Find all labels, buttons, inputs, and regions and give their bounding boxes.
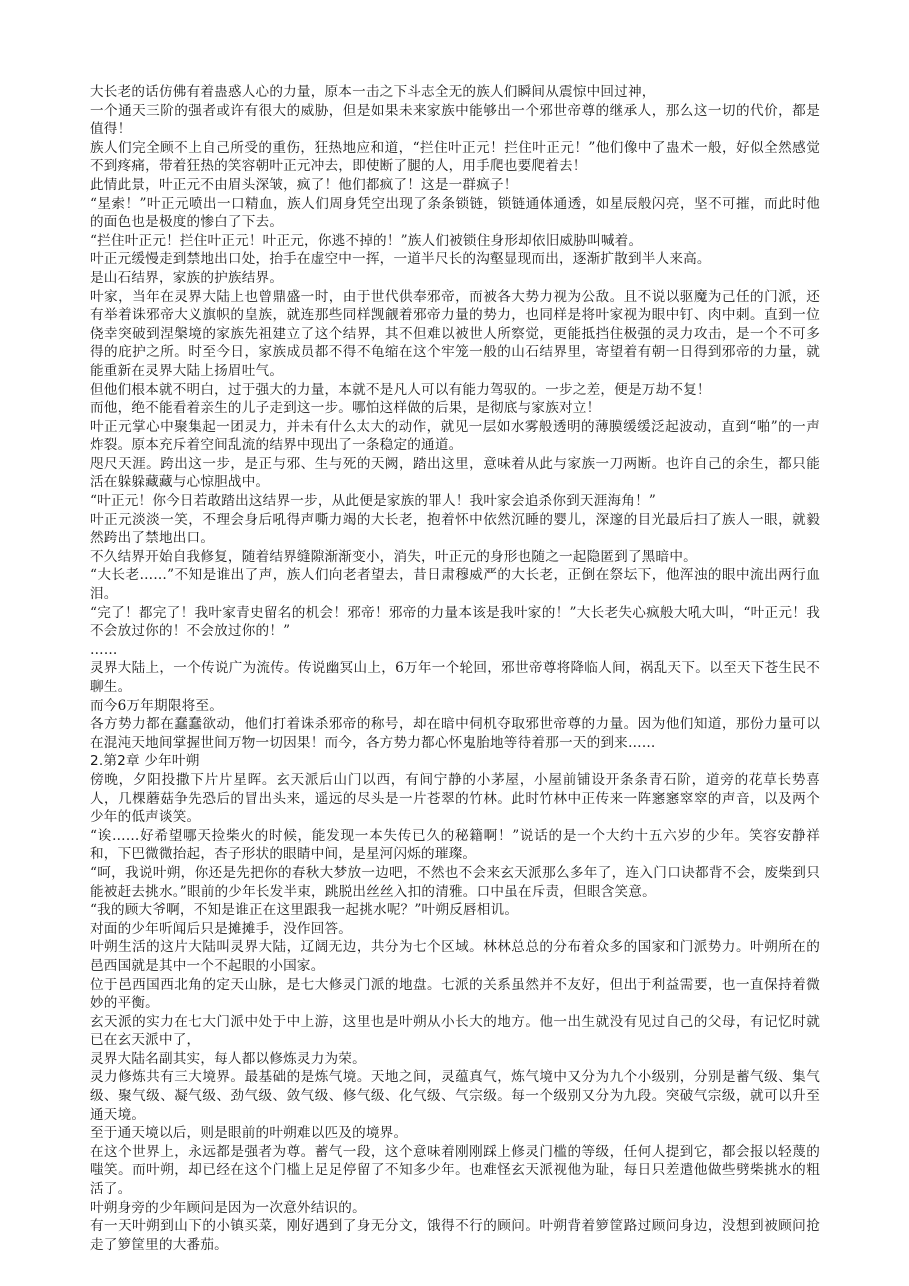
paragraph: 对面的少年听闻后只是摊摊手，没作回答。 bbox=[90, 920, 353, 937]
paragraph: 傍晚，夕阳投撒下片片星晖。玄天派后山门以西，有间宁静的小茅屋，小屋前铺设开条条青石阶，道旁的花草长势喜人，几棵蘑菇争先恐后的冒出头来，遥远的尽头是一片苍翠的竹林。此时竹林中正传来一阵窸窸窣窣的声音，以及两个少年的低声谈笑。 bbox=[90, 771, 820, 826]
paragraph: 而他，绝不能看着亲生的儿子走到这一步。哪怕这样做的后果，是彻底与家族对立！ bbox=[90, 400, 601, 417]
paragraph: 玄天派的实力在七大门派中处于中上游，这里也是叶朔从小长大的地方。他一出生就没有见过自己的父母，有记忆时就已在玄天派中了， bbox=[90, 1013, 820, 1049]
paragraph: “呵，我说叶朔，你还是先把你的春秋大梦放一边吧，不然也不会来玄天派那么多年了，连入门口诀都背不会，废柴到只能被赶去挑水。”眼前的少年长发半束，跳脱出丝丝入扣的清雅。口中虽在斥责，但眼含笑意。 bbox=[90, 864, 820, 900]
paragraph: 此情此景，叶正元不由眉头深皱，疯了！他们都疯了！这是一群疯子！ bbox=[90, 176, 518, 193]
paragraph: “我的顾大爷啊，不知是谁正在这里跟我一起挑水呢？”叶朔反唇相讥。 bbox=[90, 902, 519, 919]
paragraph: 而今6万年期限将至。 bbox=[90, 697, 223, 714]
paragraph: 至于通天境以后，则是眼前的叶朔难以匹及的境界。 bbox=[90, 1125, 408, 1142]
paragraph: 位于邑西国西北角的定天山脉，是七大修灵门派的地盘。七派的关系虽然并不友好，但出于利益需要，也一直保持着微妙的平衡。 bbox=[90, 976, 820, 1012]
document-body bbox=[90, 83, 820, 1254]
paragraph: “星索！”叶正元喷出一口精血，族人们周身凭空出现了条条锁链，锁链通体通透，如星辰般闪亮，坚不可摧，而此时他的面色也是极度的惨白了下去。 bbox=[90, 195, 820, 231]
paragraph: “拦住叶正元！拦住叶正元！叶正元，你逃不掉的！”族人们被锁住身形却依旧威胁叫喊着。 bbox=[90, 232, 643, 249]
paragraph: …… bbox=[90, 641, 118, 658]
paragraph: 叶正元淡淡一笑，不理会身后吼得声嘶力竭的大长老，抱着怀中依然沉睡的婴儿，深邃的目光最后扫了族人一眼，就毅然跨出了禁地出口。 bbox=[90, 511, 820, 547]
paragraph: 灵力修炼共有三大境界。最基础的是炼气境。天地之间，灵蕴真气，炼气境中又分为九个小级别，分别是蓄气级、集气级、聚气级、凝气级、劲气级、敛气级、修气级、化气级、气宗级。每一个级别又分为九段。突破气宗级，就可以升至通天境。 bbox=[90, 1069, 820, 1123]
paragraph: 叶朔身旁的少年顾问是因为一次意外结识的。 bbox=[90, 1199, 366, 1216]
paragraph: “大长老……”不知是谁出了声，族人们向老者望去，昔日肃穆威严的大长老，正倒在祭坛下，他浑浊的眼中流出两行血泪。 bbox=[90, 567, 820, 603]
paragraph: 有一天叶朔到山下的小镇买菜，刚好遇到了身无分文，饿得不行的顾问。叶朔背着箩筐路过顾问身边，没想到被顾问抢走了箩筐里的大番茄。 bbox=[90, 1218, 820, 1253]
paragraph: 灵界大陆上，一个传说广为流传。传说幽冥山上，6万年一个轮回，邪世帝尊将降临人间，祸乱天下。以至天下苍生民不聊生。 bbox=[90, 660, 820, 695]
paragraph: 是山石结界，家族的护族结界。 bbox=[90, 269, 284, 286]
paragraph: 叶家，当年在灵界大陆上也曾鼎盛一时，由于世代供奉邪帝，而被各大势力视为公敌。且不说以驱魔为己任的门派，还有举着诛邪帝大义旗帜的皇族，就连那些同样觊觎着邪帝力量的势力，也同样是将叶家视为眼中钉、肉中刺。直到一位侥幸突破到涅槃境的家族先祖建立了这个结界，其不但难以被世人所察觉，更能抵挡住极强的灵力攻击，是一个不可多得的庇护之所。时至今日，家族成员都不得不龟缩在这个牢笼一般的山石结界里，寄望着有朝一日得到邪帝的力量，就能重新在灵界大陆上扬眉吐气。 bbox=[90, 288, 820, 379]
paragraph: 叶正元掌心中聚集起一团灵力，并未有什么太大的动作，就见一层如水雾般透明的薄膜缓缓泛起波动，直到“啪”的一声炸裂。原本充斥着空间乱流的结界中现出了一条稳定的通道。 bbox=[90, 418, 820, 454]
paragraph: 各方势力都在蠢蠢欲动，他们打着诛杀邪帝的称号，却在暗中伺机夺取邪世帝尊的力量。因为他们知道，那份力量可以在混沌天地间掌握世间万物一切因果！而今，各方势力都心怀鬼胎地等待着那一天的到来…… bbox=[90, 716, 820, 751]
paragraph: 一个通天三阶的强者或许有很大的威胁，但是如果未来家族中能够出一个邪世帝尊的继承人，那么这一切的代价，都是值得！ bbox=[90, 102, 820, 138]
paragraph: 但他们根本就不明白，过于强大的力量，本就不是凡人可以有能力驾驭的。一步之差，便是万劫不复！ bbox=[90, 381, 711, 398]
paragraph: 不久结界开始自我修复，随着结界缝隙渐渐变小，消失，叶正元的身形也随之一起隐匿到了黑暗中。 bbox=[90, 548, 697, 565]
paragraph: 叶朔生活的这片大陆叫灵界大陆，辽阔无边，共分为七个区域。林林总总的分布着众多的国家和门派势力。叶朔所在的邑西国就是其中一个不起眼的小国家。 bbox=[90, 939, 820, 974]
paragraph: “完了！都完了！我叶家青史留名的机会！邪帝！邪帝的力量本该是我叶家的！”大长老失心疯般大吼大叫，“叶正元！我不会放过你的！不会放过你的！” bbox=[90, 604, 820, 640]
paragraph: 族人们完全顾不上自己所受的重伤，狂热地应和道，“拦住叶正元！拦住叶正元！”他们像中了蛊术一般，好似全然感觉不到疼痛，带着狂热的笑容朝叶正元冲去，即使断了腿的人，用手爬也要爬着去！ bbox=[90, 139, 820, 175]
chapter-heading: 2.第2章 少年叶朔 bbox=[90, 753, 200, 770]
paragraph: 叶正元缓慢走到禁地出口处，抬手在虚空中一挥，一道半尺长的沟壑显现而出，逐渐扩散到半人来高。 bbox=[90, 251, 711, 268]
paragraph: 大长老的话仿佛有着蛊惑人心的力量，原本一击之下斗志全无的族人们瞬间从震惊中回过神， bbox=[90, 84, 656, 100]
paragraph: “叶正元！你今日若敢踏出这结界一步，从此便是家族的罪人！我叶家会追杀你到天涯海角！” bbox=[90, 493, 657, 510]
paragraph: 灵界大陆名副其实，每人都以修炼灵力为荣。 bbox=[90, 1050, 366, 1067]
paragraph: “诶……好希望哪天捡柴火的时候，能发现一本失传已久的秘籍啊！”说话的是一个大约十五六岁的少年。笑容安静祥和，下巴微微抬起，杏子形状的眼睛中间，是星河闪烁的璀璨。 bbox=[90, 827, 820, 863]
paragraph: 咫尺天涯。跨出这一步，是正与邪、生与死的天阙，踏出这里，意味着从此与家族一刀两断。也许自己的余生，都只能活在躲躲藏藏与心惊胆战中。 bbox=[90, 455, 820, 491]
paragraph: 在这个世界上，永远都是强者为尊。蓄气一段，这个意味着刚刚踩上修灵门槛的等级，任何人提到它，都会报以轻蔑的嗤笑。而叶朔，却已经在这个门槛上足足停留了不知多少年。也难怪玄天派视他为耻，每日只差遣他做些劈柴挑水的粗活了。 bbox=[90, 1143, 820, 1198]
